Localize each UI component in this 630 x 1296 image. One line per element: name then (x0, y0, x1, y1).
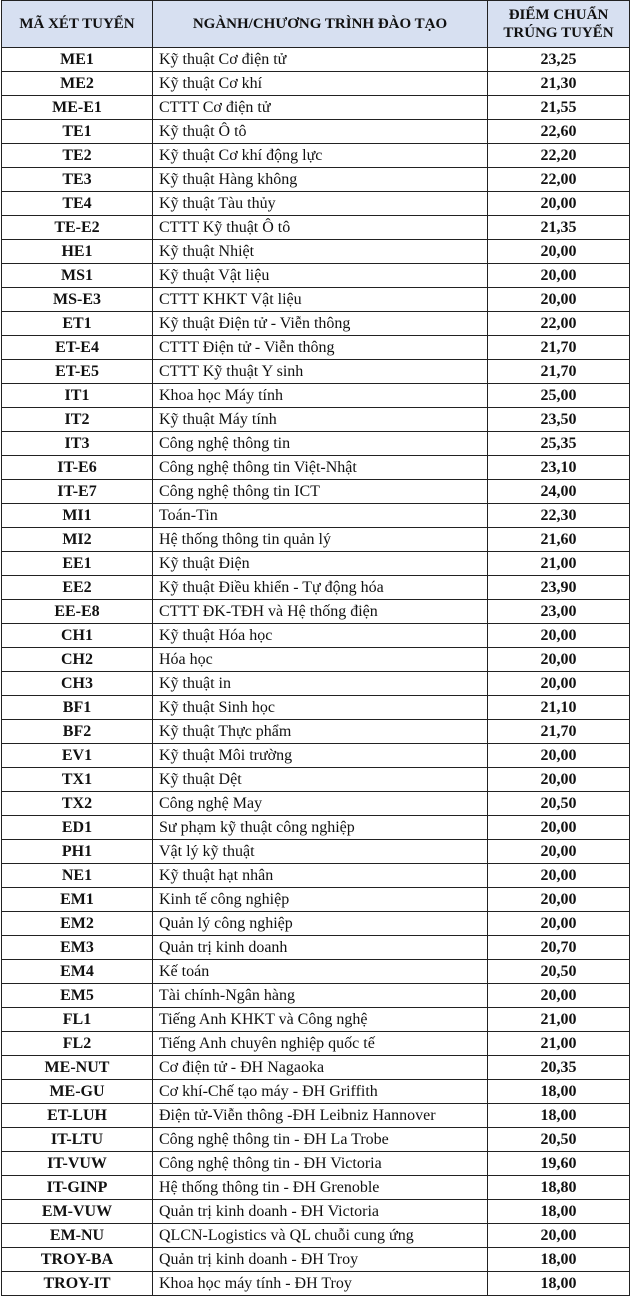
table-row (2, 1176, 630, 1200)
table-row (2, 144, 630, 168)
header-score-line2: TRÚNG TUYỂN (503, 25, 614, 41)
header-score (488, 1, 630, 48)
admission-code-cell: ET-E5 (2, 360, 153, 384)
program-name-cell: Tiếng Anh chuyên nghiệp quốc tế (153, 1032, 488, 1056)
admission-code-cell: EM4 (2, 960, 153, 984)
admission-code-cell: EM-VUW (2, 1200, 153, 1224)
score-cell: 20,50 (488, 1128, 630, 1152)
table-row (2, 696, 630, 720)
score-cell: 21,35 (488, 216, 630, 240)
program-name-cell: CTTT Điện tử - Viễn thông (153, 336, 488, 360)
program-name-cell: Tiếng Anh KHKT và Công nghệ (153, 1008, 488, 1032)
admission-code-cell: IT1 (2, 384, 153, 408)
score-cell: 20,00 (488, 864, 630, 888)
admission-code-cell: IT2 (2, 408, 153, 432)
table-row (2, 600, 630, 624)
program-name-cell: Hệ thống thông tin quản lý (153, 528, 488, 552)
table-row (2, 864, 630, 888)
score-cell: 20,00 (488, 816, 630, 840)
score-cell: 20,00 (488, 288, 630, 312)
score-cell: 22,60 (488, 120, 630, 144)
program-name-cell: CTTT KHKT Vật liệu (153, 288, 488, 312)
score-cell: 21,70 (488, 336, 630, 360)
table-row (2, 936, 630, 960)
score-cell: 21,70 (488, 360, 630, 384)
program-name-cell: Khoa học Máy tính (153, 384, 488, 408)
table-row (2, 384, 630, 408)
score-cell: 21,00 (488, 552, 630, 576)
table-row (2, 1272, 630, 1296)
table-row (2, 1152, 630, 1176)
program-name-cell: Kỹ thuật Cơ khí (153, 72, 488, 96)
score-cell: 20,50 (488, 960, 630, 984)
admission-code-cell: MS1 (2, 264, 153, 288)
table-row (2, 912, 630, 936)
table-row (2, 768, 630, 792)
table-row (2, 1104, 630, 1128)
admission-code-cell: IT-GINP (2, 1176, 153, 1200)
admission-code-cell: TE3 (2, 168, 153, 192)
score-cell: 20,00 (488, 240, 630, 264)
program-name-cell: Tài chính-Ngân hàng (153, 984, 488, 1008)
admission-code-cell: ME-GU (2, 1080, 153, 1104)
program-name-cell: Kỹ thuật Dệt (153, 768, 488, 792)
admission-code-cell: TROY-BA (2, 1248, 153, 1272)
table-row (2, 1008, 630, 1032)
score-cell: 20,00 (488, 672, 630, 696)
program-name-cell: Vật lý kỹ thuật (153, 840, 488, 864)
table-row (2, 168, 630, 192)
program-name-cell: Kỹ thuật in (153, 672, 488, 696)
program-name-cell: Kinh tế công nghiệp (153, 888, 488, 912)
admission-code-cell: PH1 (2, 840, 153, 864)
table-body (2, 48, 630, 1296)
table-row (2, 480, 630, 504)
header-program: NGÀNH/CHƯƠNG TRÌNH ĐÀO TẠO (153, 1, 488, 48)
program-name-cell: Kỹ thuật Điện tử - Viễn thông (153, 312, 488, 336)
score-cell: 19,60 (488, 1152, 630, 1176)
program-name-cell: Công nghệ thông tin Việt-Nhật (153, 456, 488, 480)
admission-code-cell: ME2 (2, 72, 153, 96)
admission-code-cell: MS-E3 (2, 288, 153, 312)
program-name-cell: Hóa học (153, 648, 488, 672)
table-row (2, 216, 630, 240)
program-name-cell: Kế toán (153, 960, 488, 984)
score-cell: 21,60 (488, 528, 630, 552)
score-cell: 20,00 (488, 1224, 630, 1248)
admission-code-cell: CH2 (2, 648, 153, 672)
table-row (2, 240, 630, 264)
table-row (2, 672, 630, 696)
program-name-cell: Công nghệ thông tin (153, 432, 488, 456)
table-row (2, 96, 630, 120)
program-name-cell: Kỹ thuật Sinh học (153, 696, 488, 720)
table-row (2, 48, 630, 72)
score-cell: 23,90 (488, 576, 630, 600)
admission-code-cell: EM3 (2, 936, 153, 960)
table-row (2, 1032, 630, 1056)
score-cell: 20,00 (488, 624, 630, 648)
table-row (2, 192, 630, 216)
admission-code-cell: ET1 (2, 312, 153, 336)
admission-code-cell: EM5 (2, 984, 153, 1008)
score-cell: 22,30 (488, 504, 630, 528)
admission-code-cell: ED1 (2, 816, 153, 840)
score-cell: 20,00 (488, 888, 630, 912)
score-cell: 20,00 (488, 768, 630, 792)
admission-code-cell: IT-E7 (2, 480, 153, 504)
score-cell: 20,00 (488, 744, 630, 768)
score-cell: 22,20 (488, 144, 630, 168)
program-name-cell: QLCN-Logistics và QL chuỗi cung ứng (153, 1224, 488, 1248)
score-cell: 20,35 (488, 1056, 630, 1080)
score-cell: 25,00 (488, 384, 630, 408)
program-name-cell: Toán-Tin (153, 504, 488, 528)
table-row (2, 744, 630, 768)
score-cell: 20,00 (488, 912, 630, 936)
admission-code-cell: BF2 (2, 720, 153, 744)
admission-code-cell: TROY-IT (2, 1272, 153, 1296)
admission-code-cell: TE1 (2, 120, 153, 144)
admission-code-cell: IT-LTU (2, 1128, 153, 1152)
table-row (2, 960, 630, 984)
admission-code-cell: ET-E4 (2, 336, 153, 360)
program-name-cell: Quản lý công nghiệp (153, 912, 488, 936)
score-cell: 18,00 (488, 1272, 630, 1296)
program-name-cell: CTTT Kỹ thuật Y sinh (153, 360, 488, 384)
program-name-cell: Kỹ thuật hạt nhân (153, 864, 488, 888)
admission-code-cell: ME1 (2, 48, 153, 72)
program-name-cell: Kỹ thuật Cơ khí động lực (153, 144, 488, 168)
program-name-cell: Công nghệ thông tin - ĐH Victoria (153, 1152, 488, 1176)
table-row (2, 288, 630, 312)
admission-code-cell: EM-NU (2, 1224, 153, 1248)
table-row (2, 312, 630, 336)
admission-code-cell: IT-E6 (2, 456, 153, 480)
table-row (2, 552, 630, 576)
program-name-cell: Quản trị kinh doanh - ĐH Troy (153, 1248, 488, 1272)
table-row (2, 1128, 630, 1152)
admission-code-cell: EV1 (2, 744, 153, 768)
admission-code-cell: TX1 (2, 768, 153, 792)
admission-code-cell: IT-VUW (2, 1152, 153, 1176)
table-row (2, 432, 630, 456)
table-row (2, 504, 630, 528)
program-name-cell: Công nghệ thông tin - ĐH La Trobe (153, 1128, 488, 1152)
score-cell: 21,55 (488, 96, 630, 120)
admission-code-cell: CH1 (2, 624, 153, 648)
score-cell: 21,00 (488, 1032, 630, 1056)
program-name-cell: Quản trị kinh doanh - ĐH Victoria (153, 1200, 488, 1224)
table-row (2, 1056, 630, 1080)
table-row (2, 528, 630, 552)
admission-code-cell: EE-E8 (2, 600, 153, 624)
table-row (2, 1224, 630, 1248)
table-row (2, 792, 630, 816)
program-name-cell: CTTT Cơ điện tử (153, 96, 488, 120)
table-row (2, 120, 630, 144)
program-name-cell: Khoa học máy tính - ĐH Troy (153, 1272, 488, 1296)
admission-code-cell: ET-LUH (2, 1104, 153, 1128)
admission-code-cell: EE1 (2, 552, 153, 576)
table-row (2, 360, 630, 384)
table-row (2, 72, 630, 96)
admission-code-cell: ME-NUT (2, 1056, 153, 1080)
table-row (2, 264, 630, 288)
program-name-cell: Kỹ thuật Thực phẩm (153, 720, 488, 744)
score-cell: 18,00 (488, 1080, 630, 1104)
admission-code-cell: HE1 (2, 240, 153, 264)
score-cell: 23,50 (488, 408, 630, 432)
table-row (2, 984, 630, 1008)
admission-code-cell: EM1 (2, 888, 153, 912)
score-cell: 22,00 (488, 168, 630, 192)
program-name-cell: Điện tử-Viễn thông -ĐH Leibniz Hannover (153, 1104, 488, 1128)
score-cell: 20,00 (488, 264, 630, 288)
admission-code-cell: IT3 (2, 432, 153, 456)
admission-code-cell: FL2 (2, 1032, 153, 1056)
program-name-cell: Kỹ thuật Hóa học (153, 624, 488, 648)
header-code: MÃ XÉT TUYỂN (2, 1, 153, 48)
header-score-line1: ĐIỂM CHUẨN (508, 7, 609, 23)
table-row (2, 720, 630, 744)
admission-code-cell: MI1 (2, 504, 153, 528)
table-row (2, 456, 630, 480)
admission-code-cell: CH3 (2, 672, 153, 696)
score-cell: 25,35 (488, 432, 630, 456)
score-cell: 20,50 (488, 792, 630, 816)
program-name-cell: Kỹ thuật Vật liệu (153, 264, 488, 288)
program-name-cell: CTTT Kỹ thuật Ô tô (153, 216, 488, 240)
admission-code-cell: TE2 (2, 144, 153, 168)
program-name-cell: Công nghệ May (153, 792, 488, 816)
score-cell: 20,00 (488, 648, 630, 672)
program-name-cell: Sư phạm kỹ thuật công nghiệp (153, 816, 488, 840)
admission-code-cell: EM2 (2, 912, 153, 936)
admission-code-cell: ME-E1 (2, 96, 153, 120)
program-name-cell: Kỹ thuật Nhiệt (153, 240, 488, 264)
score-cell: 18,00 (488, 1200, 630, 1224)
program-name-cell: Hệ thống thông tin - ĐH Grenoble (153, 1176, 488, 1200)
admission-code-cell: FL1 (2, 1008, 153, 1032)
admission-code-cell: TX2 (2, 792, 153, 816)
table-row (2, 816, 630, 840)
program-name-cell: Kỹ thuật Hàng không (153, 168, 488, 192)
score-cell: 18,00 (488, 1248, 630, 1272)
program-name-cell: Kỹ thuật Máy tính (153, 408, 488, 432)
score-cell: 20,70 (488, 936, 630, 960)
score-cell: 21,70 (488, 720, 630, 744)
program-name-cell: Cơ khí-Chế tạo máy - ĐH Griffith (153, 1080, 488, 1104)
admission-code-cell: MI2 (2, 528, 153, 552)
table-header-row (2, 1, 630, 48)
admission-code-cell: EE2 (2, 576, 153, 600)
admission-code-cell: TE-E2 (2, 216, 153, 240)
score-cell: 23,00 (488, 600, 630, 624)
program-name-cell: Kỹ thuật Ô tô (153, 120, 488, 144)
program-name-cell: Kỹ thuật Môi trường (153, 744, 488, 768)
score-cell: 18,00 (488, 1104, 630, 1128)
score-cell: 21,30 (488, 72, 630, 96)
score-cell: 18,80 (488, 1176, 630, 1200)
program-name-cell: Công nghệ thông tin ICT (153, 480, 488, 504)
table-row (2, 648, 630, 672)
score-cell: 21,00 (488, 1008, 630, 1032)
program-name-cell: CTTT ĐK-TĐH và Hệ thống điện (153, 600, 488, 624)
table-row (2, 408, 630, 432)
admission-scores-table (1, 0, 630, 1296)
table-row (2, 576, 630, 600)
table-row (2, 1248, 630, 1272)
table-row (2, 1080, 630, 1104)
table-row (2, 1200, 630, 1224)
score-cell: 20,00 (488, 192, 630, 216)
admission-code-cell: BF1 (2, 696, 153, 720)
table-row (2, 624, 630, 648)
score-cell: 23,25 (488, 48, 630, 72)
program-name-cell: Kỹ thuật Cơ điện tử (153, 48, 488, 72)
score-cell: 24,00 (488, 480, 630, 504)
score-cell: 22,00 (488, 312, 630, 336)
program-name-cell: Cơ điện tử - ĐH Nagaoka (153, 1056, 488, 1080)
table-row (2, 888, 630, 912)
score-cell: 23,10 (488, 456, 630, 480)
program-name-cell: Kỹ thuật Điện (153, 552, 488, 576)
score-cell: 20,00 (488, 984, 630, 1008)
score-cell: 20,00 (488, 840, 630, 864)
admission-code-cell: NE1 (2, 864, 153, 888)
program-name-cell: Quản trị kinh doanh (153, 936, 488, 960)
table-row (2, 840, 630, 864)
table-row (2, 336, 630, 360)
admission-code-cell: TE4 (2, 192, 153, 216)
program-name-cell: Kỹ thuật Tàu thủy (153, 192, 488, 216)
program-name-cell: Kỹ thuật Điều khiển - Tự động hóa (153, 576, 488, 600)
score-cell: 21,10 (488, 696, 630, 720)
